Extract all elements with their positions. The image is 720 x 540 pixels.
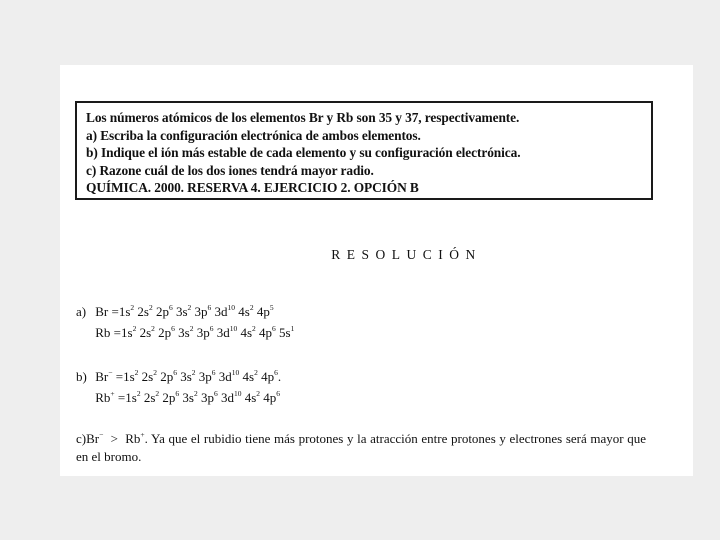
electron-count: 2 [189,324,194,333]
electron-count: 6 [168,303,173,312]
orbital-term: 3d [218,369,232,384]
electron-count: 2 [148,303,153,312]
electron-count: 2 [252,324,256,333]
orbital-term: 3s [175,304,188,319]
br-ion-symbol: Br [95,369,109,384]
electron-count: 6 [276,389,280,398]
orbital-term: 3d [214,304,228,319]
orbital-term: 2p [162,390,176,405]
electron-count: 2 [132,324,137,333]
answer-part-c [76,430,646,466]
part-b-label: b) [76,369,87,384]
config-rb-prefix: Rb = [95,325,122,340]
electron-count: 2 [136,389,141,398]
electron-count: 5 [269,303,274,312]
config-rb-ion [76,387,281,408]
orbital-term: 4s [240,325,253,340]
orbital-term: 3p [198,369,212,384]
rb-ion-symbol: Rb [95,390,111,405]
resolution-heading: RESOLUCIÓN [331,247,482,262]
electron-count: 2 [249,303,254,312]
br-ion-suffix: . [277,369,282,384]
orbital-term: 3p [196,325,210,340]
orbital-term: 4p [256,304,270,319]
answer-part-b [76,366,281,408]
orbital-term: 2p [160,369,174,384]
orbital-term: 3s [180,369,192,384]
orbital-term: 4p [261,369,275,384]
electron-count: 2 [151,324,155,333]
part-c-explanation: . Ya que el rubidio tiene más protones y la atracción entre protones y electrones será mayor que en el bromo. [76,431,647,464]
electron-count: 10 [227,303,236,312]
question-box [75,101,653,200]
orbital-term: 4p [259,325,273,340]
electron-count: 6 [171,324,175,333]
config-rb-terms [121,325,294,340]
question-part-a: a) Escriba la configuración electrónica de ambos elementos. [86,127,421,143]
config-br-ion-terms [123,369,278,384]
orbital-term: 3p [200,390,214,405]
orbital-term: 3p [194,304,208,319]
rb-ion-charge: + [110,389,115,398]
orbital-term: 1s [121,325,133,340]
electron-count: 6 [173,368,177,377]
electron-count: 2 [153,368,157,377]
electron-count: 2 [254,368,258,377]
answer-part-a [76,301,294,343]
question-statement: Los números atómicos de los elementos Br y Rb son 35 y 37, respectivamente. [86,110,520,125]
orbital-term: 2p [155,304,169,319]
electron-count: 2 [191,368,196,377]
orbital-term: 3d [220,390,234,405]
config-br-prefix: Br = [95,304,119,319]
electron-count: 2 [193,389,198,398]
orbital-term: 1s [118,304,131,319]
config-rb [76,322,294,343]
config-br-ion [76,366,281,387]
br-ion-charge: − [108,368,113,377]
comparator: > [110,431,118,446]
orbital-term: 1s [125,390,137,405]
br-ion-eq: = [115,369,124,384]
config-br [76,301,294,322]
orbital-term: 3d [216,325,230,340]
orbital-term: 3s [178,325,190,340]
ion2-symbol: Rb [125,431,141,446]
electron-count: 6 [207,303,212,312]
orbital-term: 4s [244,390,257,405]
orbital-term: 5s [279,325,291,340]
question-source: QUÍMICA. 2000. RESERVA 4. EJERCICIO 2. OPCIÓN B [86,180,419,195]
ion1-symbol: Br [86,431,100,446]
electron-count: 2 [130,303,135,312]
orbital-term: 2p [158,325,172,340]
orbital-term: 1s [123,369,135,384]
ion2-charge: + [140,430,145,439]
electron-count: 6 [272,324,276,333]
orbital-term: 2s [137,304,149,319]
electron-count: 2 [187,303,192,312]
config-rb-ion-terms [125,390,280,405]
electron-count: 10 [233,389,242,398]
orbital-term: 4s [238,304,250,319]
orbital-term: 2s [141,369,154,384]
electron-count: 6 [274,368,278,377]
ion1-charge: − [99,430,104,439]
electron-count: 2 [155,389,160,398]
electron-count: 6 [209,324,214,333]
electron-count: 2 [134,368,139,377]
config-br-terms [119,304,274,319]
orbital-term: 4s [242,369,255,384]
rb-ion-eq: = [117,390,126,405]
electron-count: 10 [229,324,238,333]
part-c-label: c) [76,431,87,446]
orbital-term: 2s [143,390,156,405]
orbital-term: 3s [182,390,194,405]
orbital-term: 2s [139,325,152,340]
document-page [60,65,693,476]
electron-count: 6 [211,368,216,377]
electron-count: 6 [213,389,218,398]
orbital-term: 4p [263,390,277,405]
question-part-b: b) Indique el ión más estable de cada elemento y su configuración electrónica. [86,145,521,160]
electron-count: 1 [290,324,295,333]
electron-count: 6 [175,389,180,398]
question-part-c: c) Razone cuál de los dos iones tendrá mayor radio. [86,162,374,178]
electron-count: 10 [231,368,240,377]
electron-count: 2 [256,389,260,398]
part-a-label: a) [76,304,87,319]
